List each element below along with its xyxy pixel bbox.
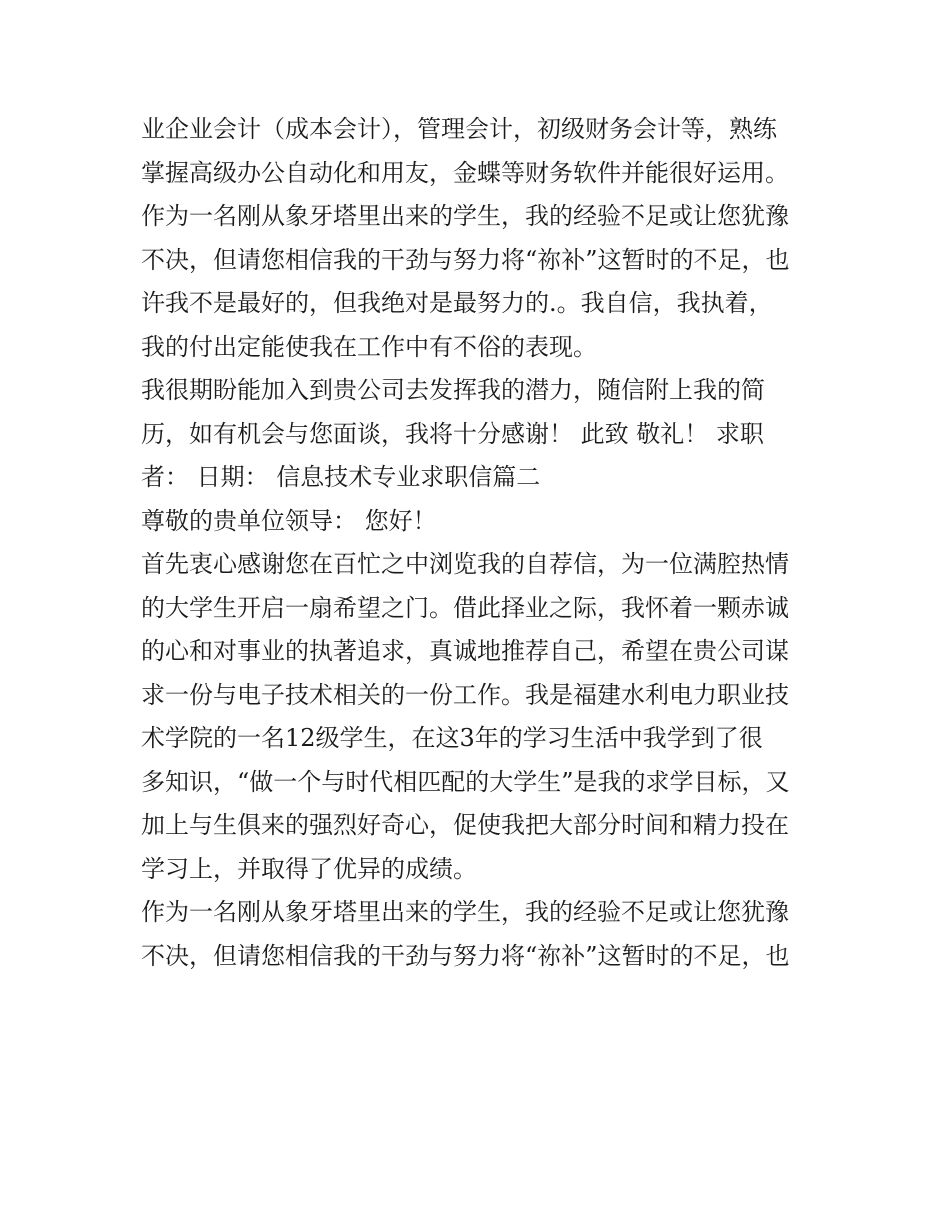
text-line: 多知识，“做一个与时代相匹配的大学生”是我的求学目标，又	[141, 767, 790, 796]
text-line: 者： 日期： 信息技术专业求职信篇二	[141, 463, 541, 491]
text-line: 术学院的一名12级学生，在这3年的学习生活中我学到了很	[141, 724, 763, 752]
text-line: 的心和对事业的执著追求，真诚地推荐自己，希望在贵公司谋	[141, 637, 789, 665]
text-line: 不决，但请您相信我的干劲与努力将“祢补”这暂时的不足，也	[141, 941, 790, 970]
text-line: 许我不是最好的，但我绝对是最努力的.。我自信，我执着，	[141, 289, 773, 317]
text-line: 不决，但请您相信我的干劲与努力将“祢补”这暂时的不足，也	[141, 245, 790, 274]
text-line: 作为一名刚从象牙塔里出来的学生，我的经验不足或让您犹豫	[141, 898, 789, 926]
text-line: 首先衷心感谢您在百忙之中浏览我的自荐信，为一位满腔热情	[141, 550, 789, 578]
greeting-line: 尊敬的贵单位领导： 您好！	[141, 506, 437, 535]
text-line: 加上与生俱来的强烈好奇心，促使我把大部分时间和精力投在	[141, 811, 789, 839]
text-line: 作为一名刚从象牙塔里出来的学生，我的经验不足或让您犹豫	[141, 202, 789, 230]
text-line: 的大学生开启一扇希望之门。借此择业之际，我怀着一颗赤诚	[141, 593, 789, 622]
text-line: 学习上，并取得了优异的成绩。	[141, 854, 477, 883]
text-line: 历，如有机会与您面谈，我将十分感谢！ 此致 敬礼！ 求职	[141, 419, 764, 448]
body-text	[141, 108, 821, 978]
text-line: 掌握高级办公自动化和用友，金蝶等财务软件并能很好运用。	[141, 158, 789, 187]
text-line: 我很期盼能加入到贵公司去发挥我的潜力，随信附上我的简	[141, 376, 765, 404]
text-line: 求一份与电子技术相关的一份工作。我是福建水利电力职业技	[141, 680, 789, 709]
text-line: 我的付出定能使我在工作中有不俗的表现。	[141, 332, 597, 361]
text-line: 业企业会计（成本会计），管理会计，初级财务会计等，熟练	[141, 115, 777, 143]
